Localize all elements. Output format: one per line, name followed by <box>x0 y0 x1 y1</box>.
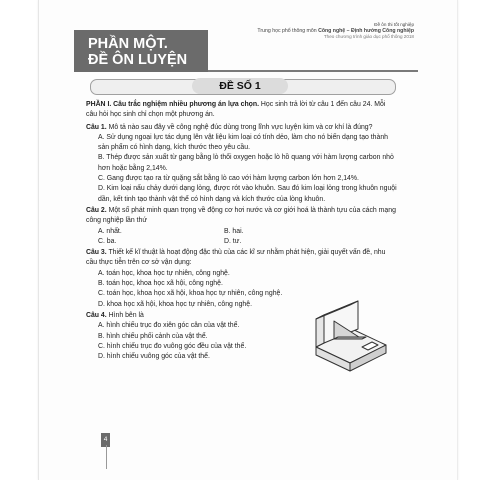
answer-options-grid <box>86 227 398 248</box>
question-2 <box>86 206 398 247</box>
question-number: Câu 1. <box>86 123 107 131</box>
part-banner <box>74 30 208 72</box>
running-header-line2-prefix: Trung học phổ thông môn <box>257 28 319 34</box>
running-header-line1: Đề ôn thi tốt nghiệp <box>374 22 414 27</box>
answer-option: C. Gang được tạo ra từ quặng sắt bằng lò cao với hàm lượng carbon lớn hơn 2,14%. <box>98 175 359 183</box>
question-text: Hình bên là <box>106 311 144 319</box>
part-intro <box>86 100 398 121</box>
running-header-line2-subject: Công nghệ – Định hướng Công nghiệp <box>318 28 414 34</box>
exam-content <box>86 100 398 362</box>
question-number: Câu 4. <box>86 311 107 319</box>
question-1 <box>86 123 398 205</box>
part-divider <box>208 70 418 72</box>
answer-option: B. toán học, khoa học xã hội, công nghệ. <box>98 280 223 288</box>
part-banner-line1: PHẦN MỘT. <box>88 36 168 52</box>
question-number: Câu 2. <box>86 206 107 214</box>
exam-title: ĐỀ SỐ 1 <box>192 78 288 94</box>
running-header <box>257 22 414 40</box>
answer-option: C. ba. <box>98 237 117 245</box>
part-banner-line2: ĐỀ ÔN LUYỆN <box>88 52 188 68</box>
answer-option: A. Sử dụng ngoại lực tác dụng lên vật liệu kim loại có tính dẻo, làm cho nó biến dạng tạo thành sản phẩm có hình dạng, kích thước theo yêu cầu. <box>98 133 389 152</box>
answer-option: D. Kim loại nấu chảy dưới dạng lỏng, được rót vào khuôn. Sau đó kim loại lỏng trong khuôn nguội dần, kết tinh tạo thành vật thể có hình dạng và kích thước của lòng khuôn. <box>98 185 397 203</box>
part-intro-text: Học sinh trả lời từ câu 1 đến câu 24. Mỗi câu hỏi học sinh chỉ chọn một phương án. <box>86 101 386 119</box>
part-intro-heading: PHẦN I. Câu trắc nghiệm nhiều phương án lựa chọn. <box>86 101 259 108</box>
question-stem <box>86 248 398 269</box>
answer-option: B. hai. <box>224 227 244 235</box>
page-number: 4 <box>101 433 110 447</box>
running-header-line3: Theo chương trình giáo dục phổ thông 2018 <box>323 34 414 39</box>
object-drawing-figure <box>310 299 392 381</box>
question-text: Mô tả nào sau đây về công nghệ đúc dùng trong lĩnh vực luyện kim và cơ khí là đúng? <box>106 123 373 131</box>
answer-option: A. hình chiếu trục đo xiên góc cân của vật thể. <box>98 322 240 330</box>
answer-option: C. hình chiếu trục đo vuông góc đều của vật thể. <box>98 342 247 350</box>
question-stem <box>86 123 398 133</box>
answer-option: B. Thép được sản xuất từ gang bằng lò thổi oxygen hoặc lò hồ quang với hàm lượng carbon nhỏ hơn hoặc bằng 2,14%. <box>98 154 394 172</box>
answer-option: A. nhất. <box>98 227 122 235</box>
answer-option: A. toán học, khoa học tự nhiên, công nghệ. <box>98 269 230 277</box>
question-stem <box>86 206 398 227</box>
question-text: Thiết kế kĩ thuật là hoạt động đặc thù của các kĩ sư nhằm phát hiện, giải quyết vấn đề, nhu cầu thực tiễn trên cơ sở vận dụng: <box>86 249 386 267</box>
question-text: Một số phát minh quan trọng về động cơ hơi nước và cơ giới hoá là thành tựu của cách mạng công nghiệp lần thứ <box>86 206 396 225</box>
answer-option: D. tư. <box>224 237 242 245</box>
answer-option: D. hình chiếu vuông góc của vật thể. <box>98 353 210 361</box>
answer-option: C. toán học, khoa học xã hội, khoa học tự nhiên, công nghệ. <box>98 290 283 298</box>
question-number: Câu 3. <box>86 249 107 257</box>
answer-option: B. hình chiếu phối cảnh của vật thể. <box>98 332 208 340</box>
page-number-rule <box>106 445 107 469</box>
question-4 <box>86 311 398 362</box>
answer-option: D. khoa học xã hội, khoa học tự nhiên, công nghệ. <box>98 300 253 308</box>
